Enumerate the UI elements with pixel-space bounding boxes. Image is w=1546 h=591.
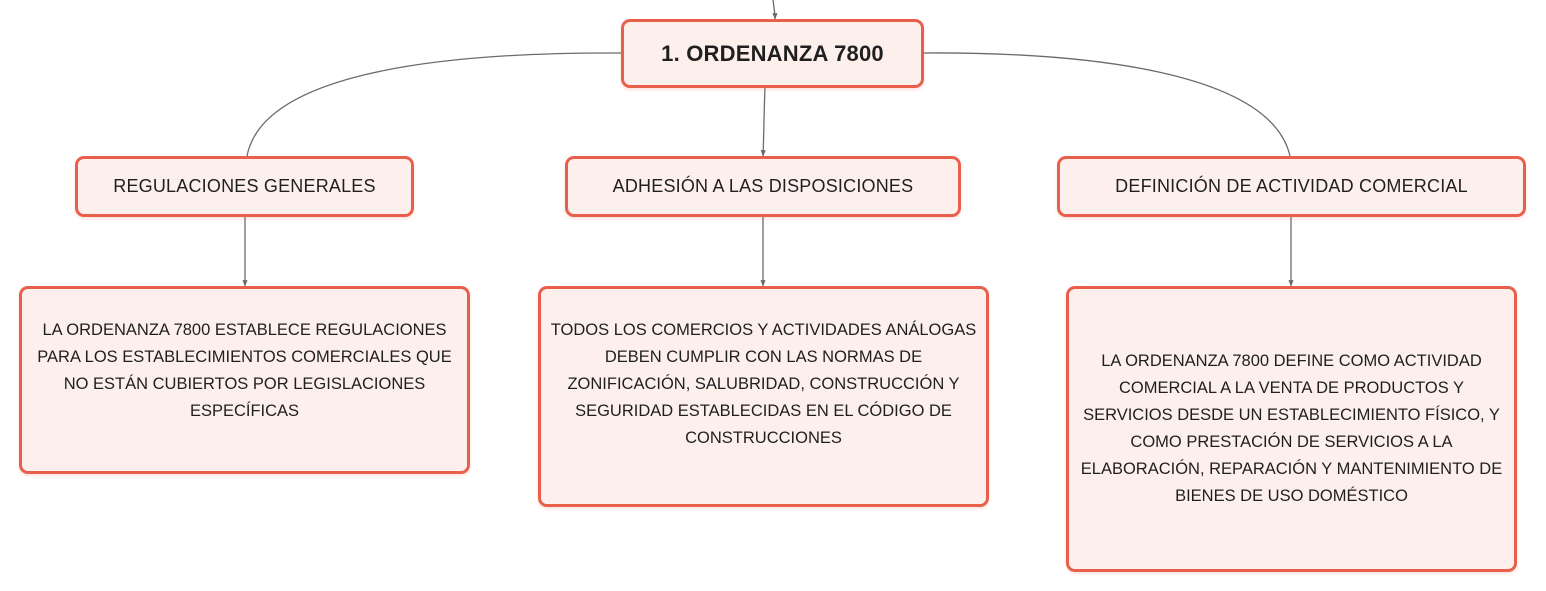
subtopic-regulaciones-generales[interactable] (75, 156, 414, 217)
detail-definicion-actividad-comercial[interactable] (1066, 286, 1517, 572)
connector-incoming-root (773, 0, 775, 19)
subtopic-label: ADHESIÓN A LAS DISPOSICIONES (612, 176, 914, 196)
root-topic-label: 1. ORDENANZA 7800 (661, 40, 884, 66)
detail-text: LA ORDENANZA 7800 ESTABLECE REGULACIONES PARA LOS ESTABLECIMIENTOS COMERCIALES QUE NO ESTÁN CUBIERTOS POR LEGISLACIONES ESPECÍFICAS (37, 321, 452, 420)
connector-root-to-regulaciones (247, 53, 621, 156)
root-topic-node[interactable] (621, 19, 924, 88)
detail-text: TODOS LOS COMERCIOS Y ACTIVIDADES ANÁLOGAS DEBEN CUMPLIR CON LAS NORMAS DE ZONIFICACIÓN, SALUBRIDAD, CONSTRUCCIÓN Y SEGURIDAD ESTABLECIDAS EN EL CÓDIGO DE CONSTRUCCIONES (550, 321, 977, 447)
subtopic-label: DEFINICIÓN DE ACTIVIDAD COMERCIAL (1115, 176, 1468, 196)
subtopic-adhesion-disposiciones[interactable] (565, 156, 961, 217)
detail-text: LA ORDENANZA 7800 DEFINE COMO ACTIVIDAD COMERCIAL A LA VENTA DE PRODUCTOS Y SERVICIOS DESDE UN ESTABLECIMIENTO FÍSICO, Y COMO PRESTACIÓN DE SERVICIOS A LA ELABORACIÓN, REPARACIÓN Y MANTENIMIENTO DE BIENES DE USO DOMÉSTICO (1080, 352, 1503, 505)
connector-root-to-adhesion (763, 88, 765, 156)
connector-root-to-definicion (924, 53, 1290, 156)
detail-regulaciones-generales[interactable] (19, 286, 470, 474)
subtopic-definicion-actividad-comercial[interactable] (1057, 156, 1526, 217)
detail-adhesion-disposiciones[interactable] (538, 286, 989, 507)
subtopic-label: REGULACIONES GENERALES (113, 176, 376, 196)
